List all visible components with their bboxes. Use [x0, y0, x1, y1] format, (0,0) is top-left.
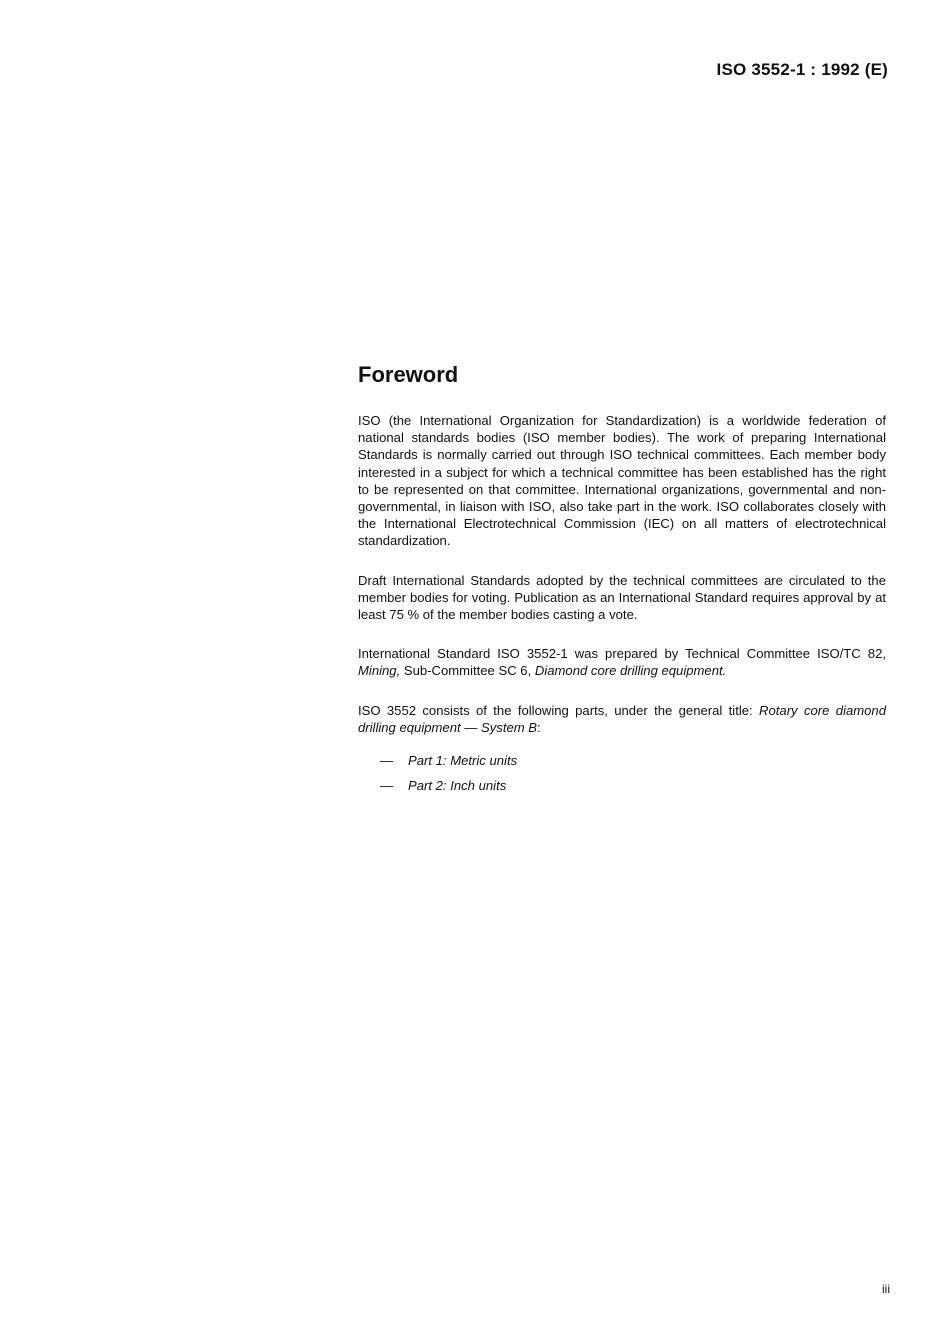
part-label: Part 2: Inch units	[408, 778, 507, 794]
subcommittee-name: Diamond core drilling equipment.	[534, 663, 727, 679]
list-dash: —	[380, 753, 394, 769]
subcommittee: Sub-Committee SC 6,	[403, 663, 532, 679]
paragraph-prepared-by	[358, 645, 886, 679]
parts-intro-tail: :	[537, 719, 541, 735]
paragraph-draft-standards: Draft International Standards adopted by the technical committees are circulated to the member bodies for voting. Publication as an International Standard requires approval by at least 75 % of the member bodies casting a vote.	[358, 572, 886, 623]
parts-list	[358, 752, 886, 794]
paragraph-parts-intro	[358, 702, 886, 736]
part-label: Part 1: Metric units	[408, 753, 518, 769]
list-dash: —	[380, 778, 394, 794]
section-title: Foreword	[358, 362, 459, 387]
list-item	[358, 777, 886, 794]
page-number: iii	[882, 1282, 890, 1296]
general-title: Rotary core diamond drilling equipment — System B	[358, 702, 886, 735]
list-item	[358, 752, 886, 769]
paragraph-iso-intro: ISO (the International Organization for Standardization) is a worldwide federation of national standards bodies (ISO member bodies). The work of preparing International Standards is normally carried out through ISO technical committees. Each member body interested in a subject for which a technical committee has been established has the right to be represented on that committee. International organizations, governmental and non-governmental, in liaison with ISO, also take part in the work. ISO collaborates closely with the International Electrotechnical Commission (IEC) on all matters of electrotechnical standardization.	[358, 413, 886, 549]
prepared-by-lead: International Standard ISO 3552-1 was prepared by Technical Committee ISO/TC 82,	[358, 646, 886, 662]
parts-intro-lead: ISO 3552 consists of the following parts, under the general title:	[358, 702, 753, 718]
document-id-header: ISO 3552-1 : 1992 (E)	[716, 60, 888, 79]
foreword-section	[358, 361, 886, 802]
committee-name: Mining,	[358, 663, 401, 679]
